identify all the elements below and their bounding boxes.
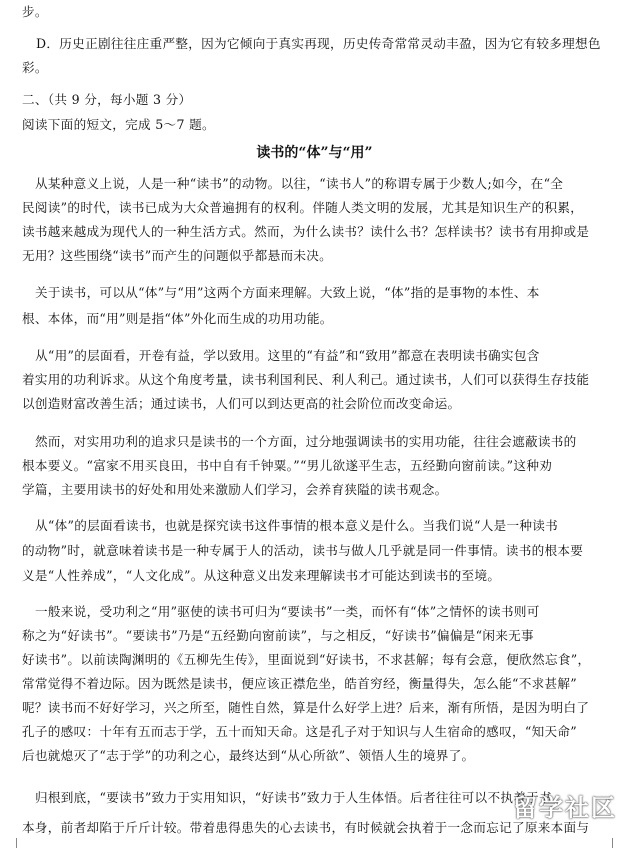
paragraph-line: 好读书”。以前读陶渊明的《五柳先生传》，里面说到“好读书，不求甚解；每有会意，便欣然忘食”， xyxy=(22,652,591,667)
paragraph-line: 关于读书，可以从“体”与“用”这两个方面来理解。大致上说，“体”指的是事物的本性、本 xyxy=(35,285,540,300)
paragraph-line: 着实用的功利诉求。从这个角度考量，读书利国利民、利人利己。通过读书，人们可以获得生存技能 xyxy=(22,372,590,387)
paragraph-line: 无用？这些围绕“读书”而产生的问题似乎都悬而未决。 xyxy=(22,248,333,263)
section-heading: 二、（共 9 分，每小题 3 分） xyxy=(22,92,192,107)
reading-instruction: 阅读下面的短文，完成 5～7 题。 xyxy=(22,117,215,132)
paragraph-line: 学篇，主要用读书的好处和用处来激励人们学习，会养育狭隘的读书观念。 xyxy=(22,482,448,497)
paragraph-line: 一般来说，受功利之“用”驱使的读书可归为“要读书”一类，而怀有“体”之情怀的读书则可 xyxy=(35,604,540,619)
paragraph-line: 根、本体，而“用”则是指“体”外化而生成的功用功能。 xyxy=(22,311,333,326)
paragraph-line: 常常觉得不着边际。因为既然是读书，便应该正襟危坐，皓首穷经，衡量得失，怎么能“不求甚解” xyxy=(22,676,578,691)
paragraph-line: 从“用”的层面看，开卷有益，学以致用。这里的“有益”和“致用”都意在表明读书确实包含 xyxy=(35,348,540,363)
paragraph-line: 呢？读书而不好好学习，兴之所至，随性自然，算是什么好学上进？后来，渐有所悟，是因为明白了 xyxy=(22,700,590,715)
continuation-text: 步。 xyxy=(22,4,48,19)
paragraph-line: 称之为“好读书”。“要读书”乃是“五经勤向窗前读”，与之相反，“好读书”偏偏是“闲来无事 xyxy=(22,628,534,643)
paragraph-line: 的动物”时，就意味着读书是一种专属于人的活动，读书与做人几乎就是同一件事情。读书的根本要 xyxy=(22,543,584,558)
article-title: 读书的“体”与“用” xyxy=(256,145,373,161)
option-d-text-cont: 彩。 xyxy=(22,60,48,75)
page-corner-mark xyxy=(612,838,623,848)
paragraph-line: 本身，前者却陷于斤斤计较。带着患得患失的心去读书，有时候就会执着于一念而忘记了原来本面与 xyxy=(22,820,590,835)
page-corner-mark xyxy=(6,838,17,848)
paragraph-line: 以创造财富改善生活；通过读书，人们可以到达更高的社会阶位而改变命运。 xyxy=(22,396,461,411)
watermark-logo: 留学社区 xyxy=(513,794,617,822)
paragraph-line: 然而，对实用功利的追求只是读书的一个方面，过分地强调读书的实用功能，往往会遮蔽读书的 xyxy=(35,434,577,449)
paragraph-line: 读书越来越成为现代人的一种生活方式。然而，为什么读书？读什么书？怎样读书？读书有用抑或是 xyxy=(22,224,590,239)
paragraph-line: 孔子的感叹：十年有五而志于学，五十而知天命。这是孔子对于知识与人生宿命的感叹，“知天命” xyxy=(22,724,578,739)
option-d-text: D．历史正剧往往庄重严整，因为它倾向于真实再现，历史传奇常常灵动丰盈，因为它有较多理想色 xyxy=(36,36,601,51)
paragraph-line: 归根到底，“要读书”致力于实用知识，“好读书”致力于人生体悟。后者往往可以不执着于书 xyxy=(35,790,552,805)
paragraph-line: 根本要义。“富家不用买良田，书中自有千钟粟。”“男儿欲遂平生志，五经勤向窗前读。”这种劝 xyxy=(22,458,553,473)
paragraph-line: 义是“人性养成”，“人文化成”。从这种意义出发来理解读书才可能达到读书的至境。 xyxy=(22,568,501,583)
paragraph-line: 后也就熄灭了“志于学”的功利之心，最终达到“从心所欲”、领悟人生的境界了。 xyxy=(22,748,475,763)
paragraph-line: 民阅读”的时代，读书已成为大众普遍拥有的权利。伴随人类文明的发展，尤其是知识生产的积累， xyxy=(22,200,584,215)
paragraph-line: 从某种意义上说，人是一种“读书”的动物。以往，“读书人”的称谓专属于少数人;如今，在“全 xyxy=(35,176,564,191)
paragraph-line: 从“体”的层面看读书，也就是探究读书这件事情的根本意义是什么。当我们说“人是一种读书 xyxy=(35,518,559,533)
